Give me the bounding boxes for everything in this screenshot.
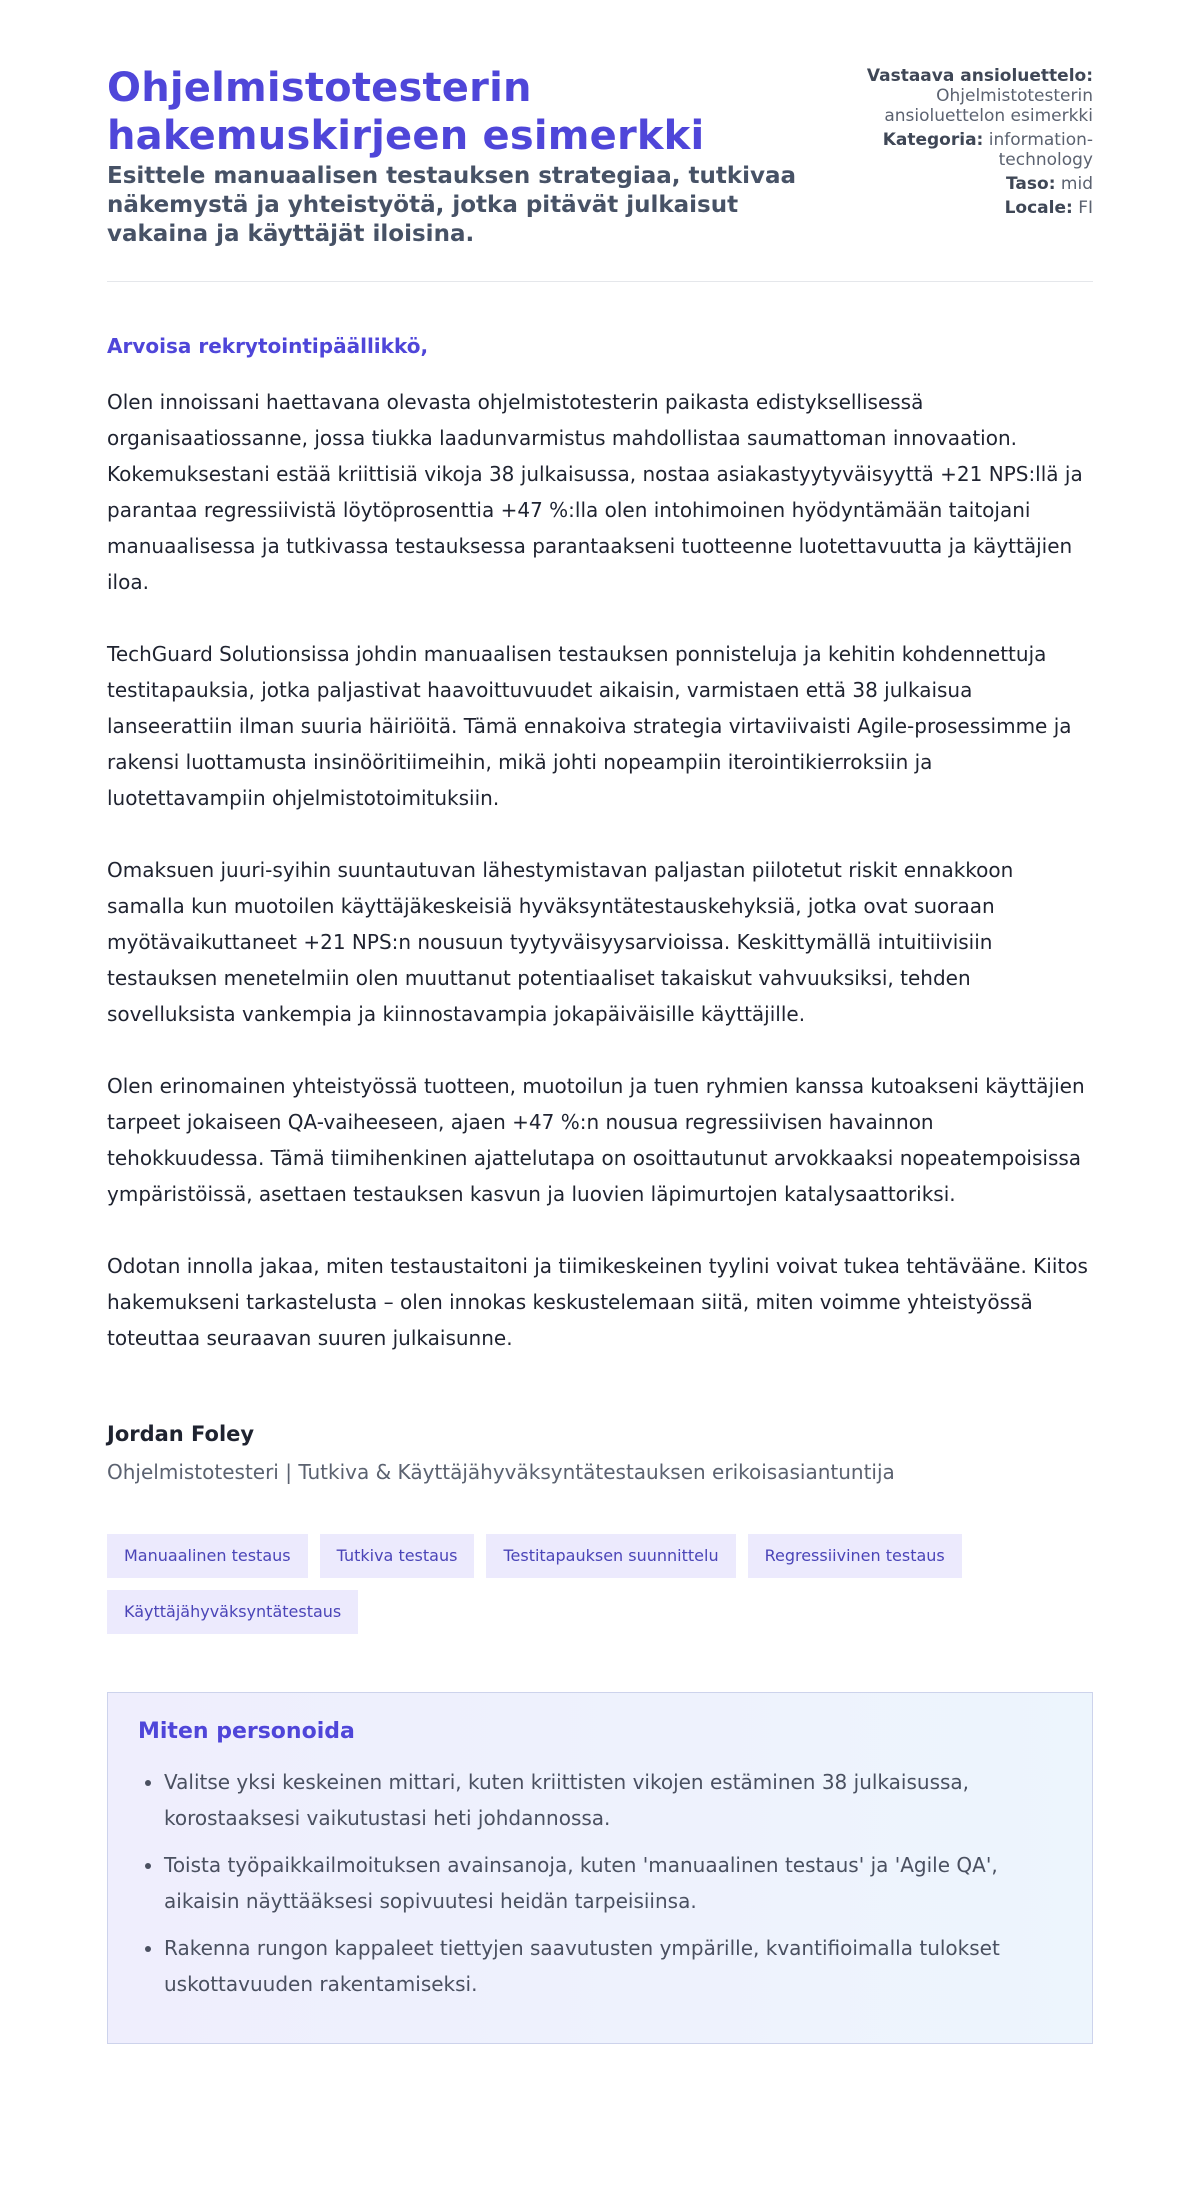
meta-locale <box>833 198 1093 218</box>
meta-locale-value: FI <box>1078 198 1093 218</box>
tip-item: • Toista työpaikkailmoituksen avainsanoja, kuten 'manuaalinen testaus' ja 'Agile QA', aikaisin näyttääksesi sopivuutesi heidän tarpeisiinsa. <box>164 1847 1062 1919</box>
meta-level <box>833 174 1093 194</box>
letter-body <box>107 334 1093 1356</box>
skill-tag: Tutkiva testaus <box>320 1534 475 1578</box>
page-subtitle: Esittele manuaalisen testauksen strategiaa, tutkivaa näkemystä ja yhteistyötä, jotka pitävät julkaisut vakaina ja käyttäjät iloisina. <box>107 163 797 247</box>
tips-list <box>138 1764 1062 2002</box>
letter-paragraph: Olen erinomainen yhteistyössä tuotteen, muotoilun ja tuen ryhmien kanssa kutoakseni käyttäjien tarpeet jokaiseen QA-vaiheeseen, ajaen +47 %:n nousua regressiivisen havainnon tehokkuudessa. Tämä tiimihenkinen ajattelutapa on osoittautunut arvokkaaksi nopeatempoisissa ympäristöissä, asettaen testauksen kasvun ja luovien läpimurtojen katalysaattoriksi. <box>107 1074 1085 1206</box>
skill-tag: Testitapauksen suunnittelu <box>486 1534 735 1578</box>
letter-paragraph: Omaksuen juuri-syihin suuntautuvan lähestymistavan paljastan piilotetut riskit ennakkoon samalla kun muotoilen käyttäjäkeskeisiä hyväksyntätestauskehyksiä, jotka ovat suoraan myötävaikuttaneet +21 NPS:n nousuun tyytyväisyysarvioissa. Keskittymällä intuitiivisiin testauksen menetelmiin olen muuttanut potentiaaliset takaiskut vahvuuksiksi, tehden sovelluksista vankempia ja kiinnostavampia jokapäiväisille käyttäjille. <box>107 858 1014 1026</box>
personalization-tips <box>107 1692 1093 2044</box>
tips-title: Miten personoida <box>138 1719 355 1744</box>
meta-resume-value: Ohjelmistotesterin ansioluettelon esimerkki <box>884 86 1093 126</box>
header-left <box>107 64 807 249</box>
page-header <box>107 64 1093 249</box>
letter-paragraph: Olen innoissani haettavana olevasta ohjelmistotesterin paikasta edistyksellisessä organisaatiossanne, jossa tiukka laadunvarmistus mahdollistaa saumattoman innovaation. Kokemuksestani estää kriittisiä vikoja 38 julkaisussa, nostaa asiakastyytyväisyyttä +21 NPS:llä ja parantaa regressiivistä löytöprosenttia +47 %:lla olen intohimoinen hyödyntämään taitojani manuaalisessa ja tutkivassa testauksessa parantaakseni tuotteenne luotettavuutta ja käyttäjien iloa. <box>107 390 1083 594</box>
signature-role: Ohjelmistotesteri | Tutkiva & Käyttäjähyväksyntätestauksen erikoisasiantuntija <box>107 1460 895 1484</box>
signature-name: Jordan Foley <box>107 1422 255 1446</box>
meta-panel <box>833 66 1093 222</box>
signature-block <box>107 1422 1093 1484</box>
skill-tag: Regressiivinen testaus <box>748 1534 962 1578</box>
letter-paragraph: Odotan innolla jakaa, miten testaustaitoni ja tiimikeskeinen tyylini voivat tukea tehtävääne. Kiitos hakemukseni tarkastelusta – olen innokas keskustelemaan siitä, miten voimme yhteistyössä toteuttaa seuraavan suuren julkaisunne. <box>107 1254 1088 1350</box>
meta-category <box>833 130 1093 170</box>
meta-resume-label: Vastaava ansioluettelo: <box>866 66 1093 86</box>
skill-tag: Manuaalinen testaus <box>107 1534 308 1578</box>
meta-category-label: Kategoria: <box>882 130 984 150</box>
header-divider <box>107 281 1093 282</box>
tip-item: • Valitse yksi keskeinen mittari, kuten kriittisten vikojen estäminen 38 julkaisussa, korostaaksesi vaikutustasi heti johdannossa. <box>164 1764 1062 1836</box>
meta-level-value: mid <box>1060 174 1093 194</box>
skill-tag: Käyttäjähyväksyntätestaus <box>107 1590 358 1634</box>
salutation: Arvoisa rekrytointipäällikkö, <box>107 334 429 358</box>
meta-level-label: Taso: <box>1006 174 1056 194</box>
meta-category-value: information-technology <box>988 130 1093 170</box>
letter-paragraph: TechGuard Solutionsissa johdin manuaalisen testauksen ponnisteluja ja kehitin kohdennettuja testitapauksia, jotka paljastivat haavoittuvuudet aikaisin, varmistaen että 38 julkaisua lanseerattiin ilman suuria häiriöitä. Tämä ennakoiva strategia virtaviivaisti Agile-prosessimme ja rakensi luottamusta insinööritiimeihin, mikä johti nopeampiin iterointikierroksiin ja luotettavampiin ohjelmistotoimituksiin. <box>107 642 1072 810</box>
page-title: Ohjelmistotesterin hakemuskirjeen esimerkki <box>107 65 705 159</box>
tip-item: • Rakenna rungon kappaleet tiettyjen saavutusten ympärille, kvantifioimalla tulokset uskottavuuden rakentamiseksi. <box>164 1930 1062 2002</box>
skill-tags <box>107 1534 1093 1634</box>
meta-resume <box>833 66 1093 126</box>
meta-locale-label: Locale: <box>1004 198 1073 218</box>
